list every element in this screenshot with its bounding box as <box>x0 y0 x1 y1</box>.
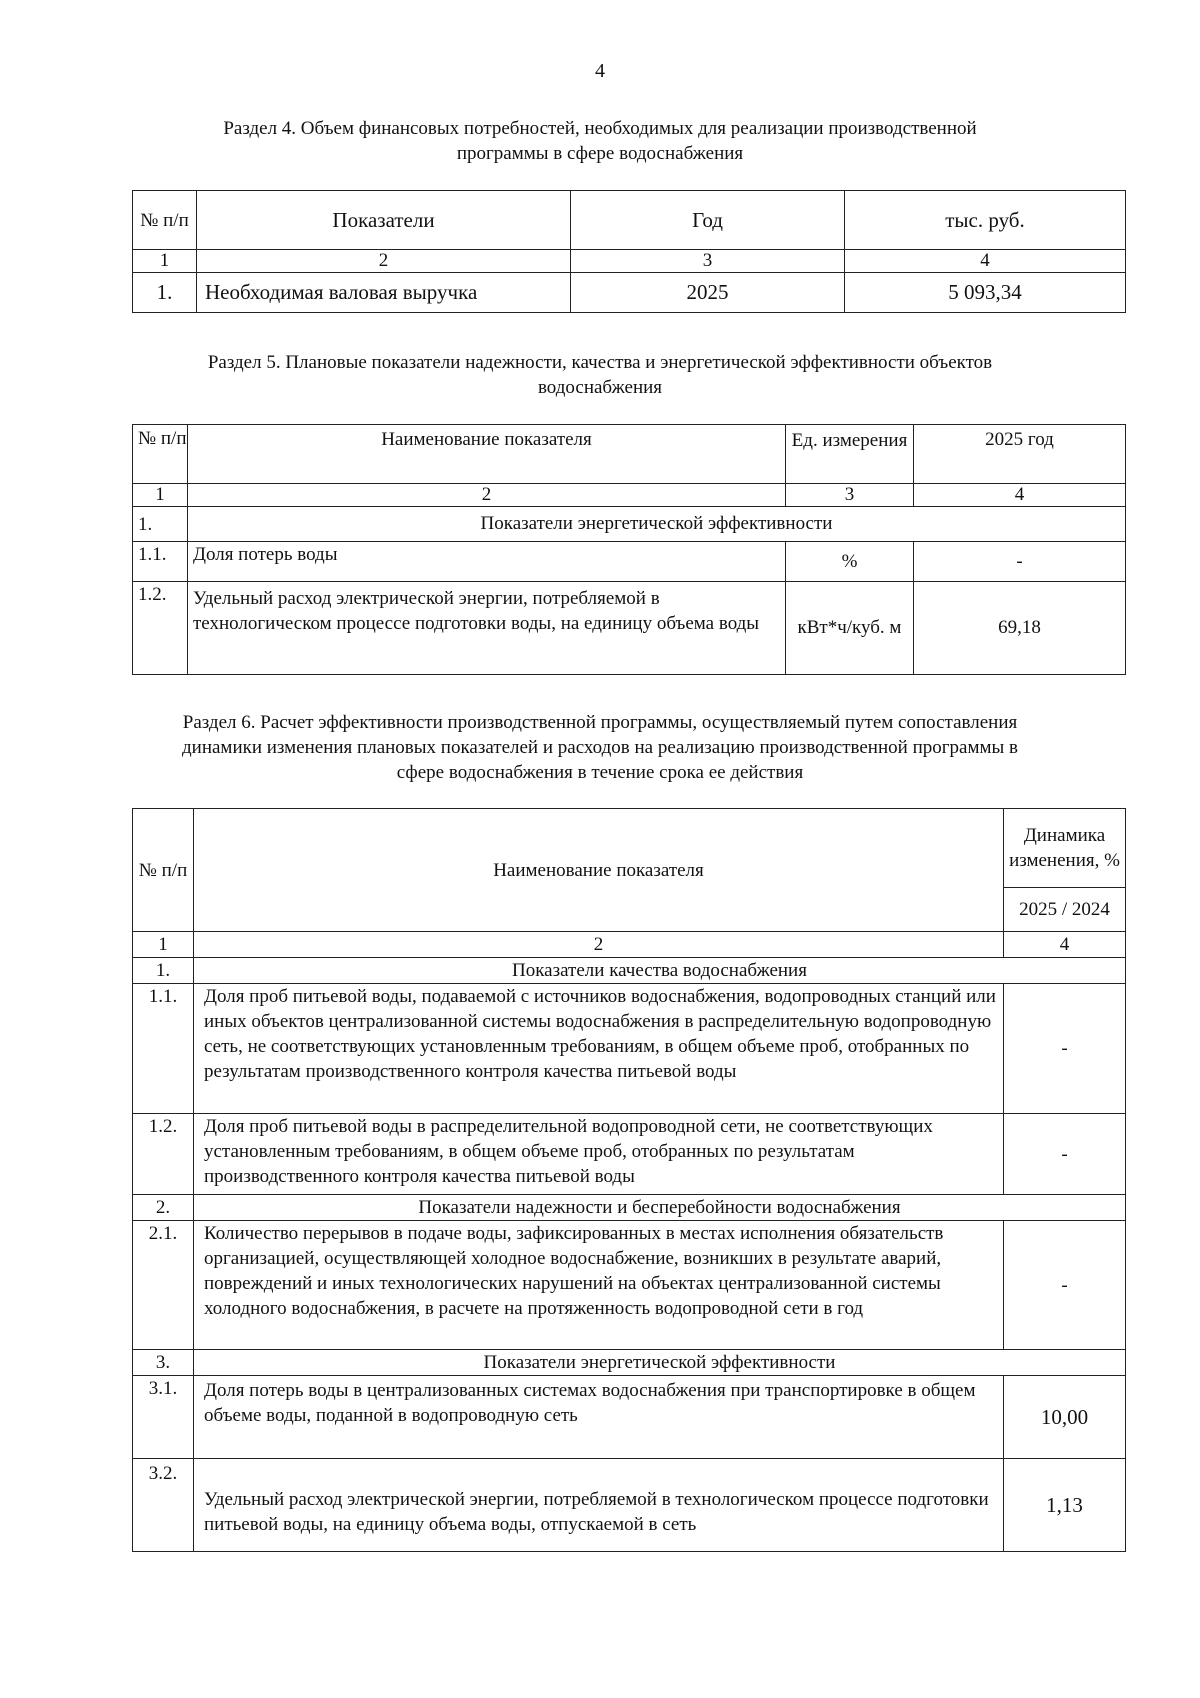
table-header-row <box>133 191 1126 250</box>
col-header-indicator-name: Наименование показателя <box>188 425 786 484</box>
table-row <box>133 1459 1126 1552</box>
row-number: 1. <box>133 273 197 313</box>
col-header-num: № п/п <box>133 191 197 250</box>
indicator-name: Удельный расход электрической энергии, потребляемой в технологическом процессе подготовки питьевой воды, на единицу объема воды, отпускаемой в сеть <box>194 1459 1004 1552</box>
col-header-unit: Ед. измерения <box>786 425 914 484</box>
index-cell: 2 <box>194 932 1004 958</box>
section4-title-line1: Раздел 4. Объем финансовых потребностей, необходимых для реализации производственной <box>223 118 977 139</box>
indicator-value: 69,18 <box>914 582 1126 675</box>
row-number: 3.2. <box>133 1459 194 1552</box>
col-header-dynamics: Динамика изменения, % <box>1004 809 1126 888</box>
section6-title-line2: динамики изменения плановых показателей и расходов на реализацию производственной программы в <box>181 737 1018 758</box>
index-cell: 2 <box>188 484 786 507</box>
indicator-value: - <box>1004 1114 1126 1195</box>
section4-table <box>132 190 1126 313</box>
group-title: Показатели надежности и бесперебойности водоснабжения <box>194 1195 1126 1221</box>
table-row <box>133 582 1126 675</box>
index-cell: 2 <box>197 250 571 273</box>
row-number: 1.2. <box>133 1114 194 1195</box>
col-header-thousand-rub: тыс. руб. <box>845 191 1126 250</box>
indicator-name: Доля потерь воды <box>188 542 786 582</box>
section5-title-line1: Раздел 5. Плановые показатели надежности, качества и энергетической эффективности объектов <box>207 352 993 373</box>
group-title: Показатели энергетической эффективности <box>194 1350 1126 1376</box>
section5-title <box>0 350 1200 400</box>
table-header-row <box>133 425 1126 484</box>
col-header-year: Год <box>571 191 845 250</box>
index-cell: 1 <box>133 932 194 958</box>
table-row <box>133 984 1126 1114</box>
group-number: 1. <box>133 507 188 542</box>
indicator-value: - <box>914 542 1126 582</box>
indicator-name: Необходимая валовая выручка <box>197 273 571 313</box>
group-number: 2. <box>133 1195 194 1221</box>
index-cell: 3 <box>571 250 845 273</box>
group-number: 1. <box>133 958 194 984</box>
row-number: 1.1. <box>133 542 188 582</box>
indicator-value: - <box>1004 1221 1126 1350</box>
row-number: 1.2. <box>133 582 188 675</box>
index-cell: 1 <box>133 484 188 507</box>
table-index-row <box>133 932 1126 958</box>
table-header-row <box>133 809 1126 888</box>
group-row <box>133 1350 1126 1376</box>
section4-title-line2: программы в сфере водоснабжения <box>456 143 744 164</box>
section4-title <box>0 116 1200 166</box>
page-number: 4 <box>595 60 605 82</box>
index-cell: 3 <box>786 484 914 507</box>
section6-table <box>132 808 1126 1552</box>
table-index-row <box>133 250 1126 273</box>
index-cell: 4 <box>914 484 1126 507</box>
indicator-value: - <box>1004 984 1126 1114</box>
table-row <box>133 542 1126 582</box>
section6-title <box>0 710 1200 785</box>
table-row <box>133 273 1126 313</box>
section5-title-line2: водоснабжения <box>537 377 663 398</box>
row-number: 3.1. <box>133 1376 194 1459</box>
indicator-name: Удельный расход электрической энергии, потребляемой в технологическом процессе подготовки воды, на единицу объема воды <box>188 582 786 675</box>
indicator-value: 1,13 <box>1004 1459 1126 1552</box>
col-header-num: № п/п <box>133 425 188 484</box>
col-header-indicator-name: Наименование показателя <box>194 809 1004 932</box>
index-cell: 4 <box>845 250 1126 273</box>
table-row <box>133 1114 1126 1195</box>
index-cell: 1 <box>133 250 197 273</box>
row-number: 1.1. <box>133 984 194 1114</box>
indicator-name: Доля проб питьевой воды, подаваемой с источников водоснабжения, водопроводных станций или иных объектов централизованной системы водоснабжения в распределительную водопроводную сеть, не соответствующих установленным требованиям, в общем объеме проб, отобранных по результатам производственного контроля качества питьевой воды <box>194 984 1004 1114</box>
year-value: 2025 <box>571 273 845 313</box>
indicator-value: 10,00 <box>1004 1376 1126 1459</box>
group-row <box>133 1195 1126 1221</box>
section5-table <box>132 424 1126 675</box>
col-header-indicators: Показатели <box>197 191 571 250</box>
indicator-name: Доля потерь воды в централизованных системах водоснабжения при транспортировке в общем объеме воды, поданной в водопроводную сеть <box>194 1376 1004 1459</box>
unit-value: кВт*ч/куб. м <box>786 582 914 675</box>
group-row <box>133 958 1126 984</box>
indicator-name: Количество перерывов в подаче воды, зафиксированных в местах исполнения обязательств организацией, осуществляющей холодное водоснабжение, возникших в результате аварий, повреждений и иных технологических нарушений на объектах централизованной системы холодного водоснабжения, в расчете на протяженность водопроводной сети в год <box>194 1221 1004 1350</box>
index-cell: 4 <box>1004 932 1126 958</box>
col-header-period: 2025 / 2024 <box>1004 888 1126 932</box>
table-row <box>133 1376 1126 1459</box>
group-number: 3. <box>133 1350 194 1376</box>
row-number: 2.1. <box>133 1221 194 1350</box>
amount-value: 5 093,34 <box>845 273 1126 313</box>
section6-title-line1: Раздел 6. Расчет эффективности производственной программы, осуществляемый путем сопоставления <box>182 712 1018 733</box>
table-index-row <box>133 484 1126 507</box>
indicator-name: Доля проб питьевой воды в распределительной водопроводной сети, не соответствующих установленным требованиям, в общем объеме проб, отобранных по результатам производственного контроля качества питьевой воды <box>194 1114 1004 1195</box>
table-row <box>133 1221 1126 1350</box>
unit-value: % <box>786 542 914 582</box>
col-header-year-2025: 2025 год <box>914 425 1126 484</box>
group-title: Показатели энергетической эффективности <box>188 507 1126 542</box>
group-row <box>133 507 1126 542</box>
group-title: Показатели качества водоснабжения <box>194 958 1126 984</box>
section6-title-line3: сфере водоснабжения в течение срока ее действия <box>396 762 804 783</box>
col-header-num: № п/п <box>133 809 194 932</box>
